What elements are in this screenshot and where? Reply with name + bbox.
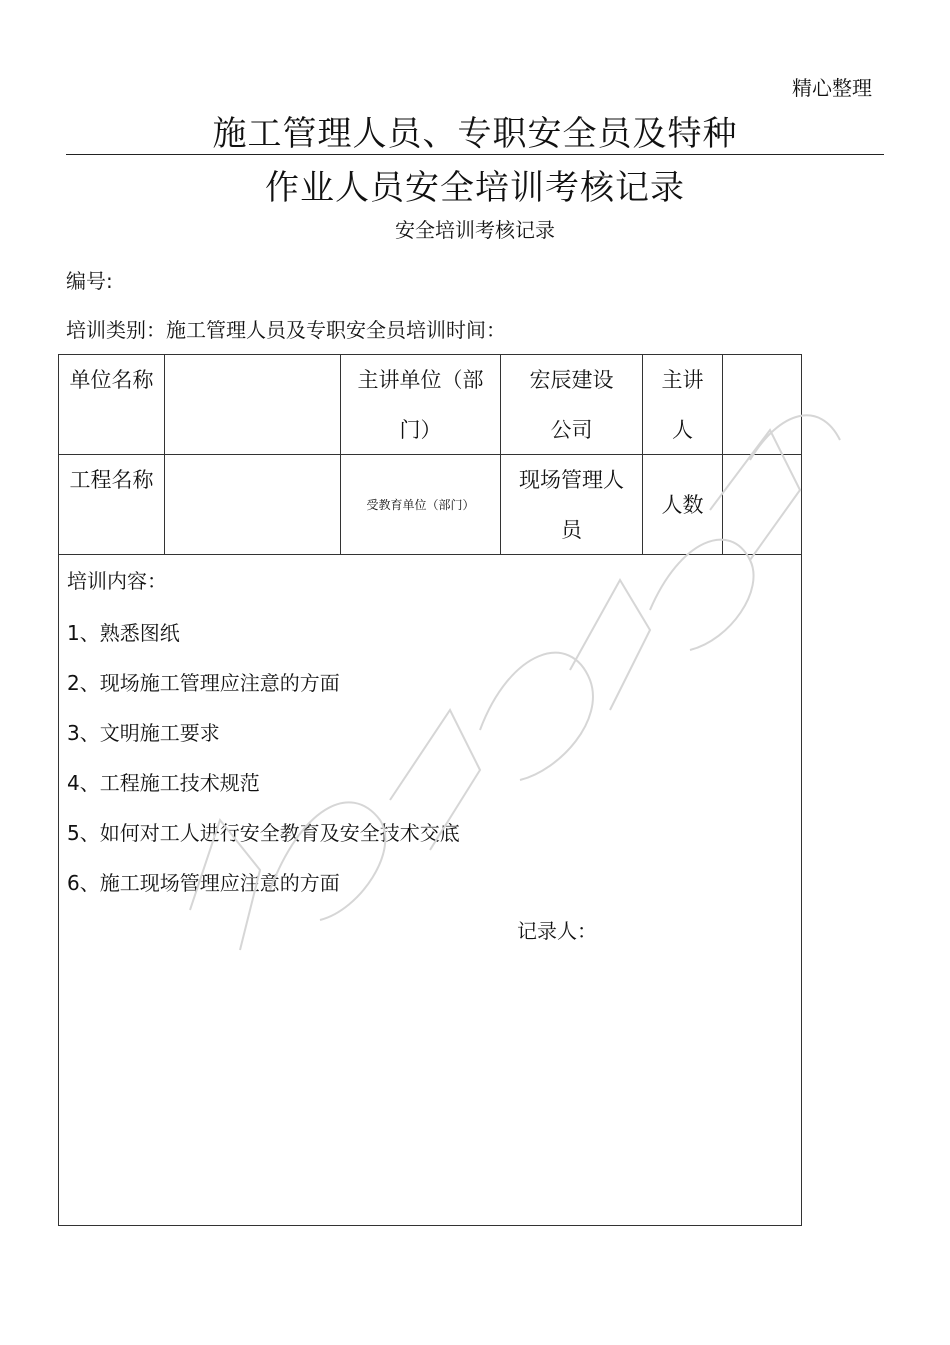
document-subtitle: 安全培训考核记录 (395, 218, 555, 242)
lecturer-label: 主讲人 (643, 355, 723, 455)
headcount-value[interactable] (723, 455, 801, 555)
content-item: 4、工程施工技术规范 (67, 771, 260, 795)
title-rule (66, 154, 884, 155)
lecture-unit-label: 主讲单位（部门） (341, 355, 501, 455)
project-name-label: 工程名称 (59, 455, 165, 555)
content-item: 1、熟悉图纸 (67, 621, 180, 645)
lecturer-value[interactable] (723, 355, 801, 455)
document-title-line1: 施工管理人员、专职安全员及特种 (212, 114, 738, 154)
recorder-label: 记录人： (517, 919, 597, 943)
headcount-label: 人数 (643, 455, 723, 555)
training-content-title: 培训内容： (67, 569, 167, 593)
training-category-line: 培训类别：施工管理人员及专职安全员培训时间： (66, 318, 506, 342)
unit-name-value[interactable] (165, 355, 341, 455)
content-item: 3、文明施工要求 (67, 721, 220, 745)
number-label: 编号: (66, 269, 113, 293)
trainee-unit-label: 受教育单位（部门） (341, 455, 501, 555)
document-title-line2: 作业人员安全培训考核记录 (265, 168, 685, 208)
content-item: 5、如何对工人进行安全教育及安全技术交底 (67, 821, 460, 845)
site-manager-label: 现场管理人员 (501, 455, 643, 555)
corner-note: 精心整理 (792, 76, 872, 100)
training-record-form (58, 354, 802, 1226)
lecture-unit-value[interactable]: 宏辰建设公司 (501, 355, 643, 455)
unit-name-label: 单位名称 (59, 355, 165, 455)
content-item: 6、施工现场管理应注意的方面 (67, 871, 340, 895)
content-item: 2、现场施工管理应注意的方面 (67, 671, 340, 695)
project-name-value[interactable] (165, 455, 341, 555)
